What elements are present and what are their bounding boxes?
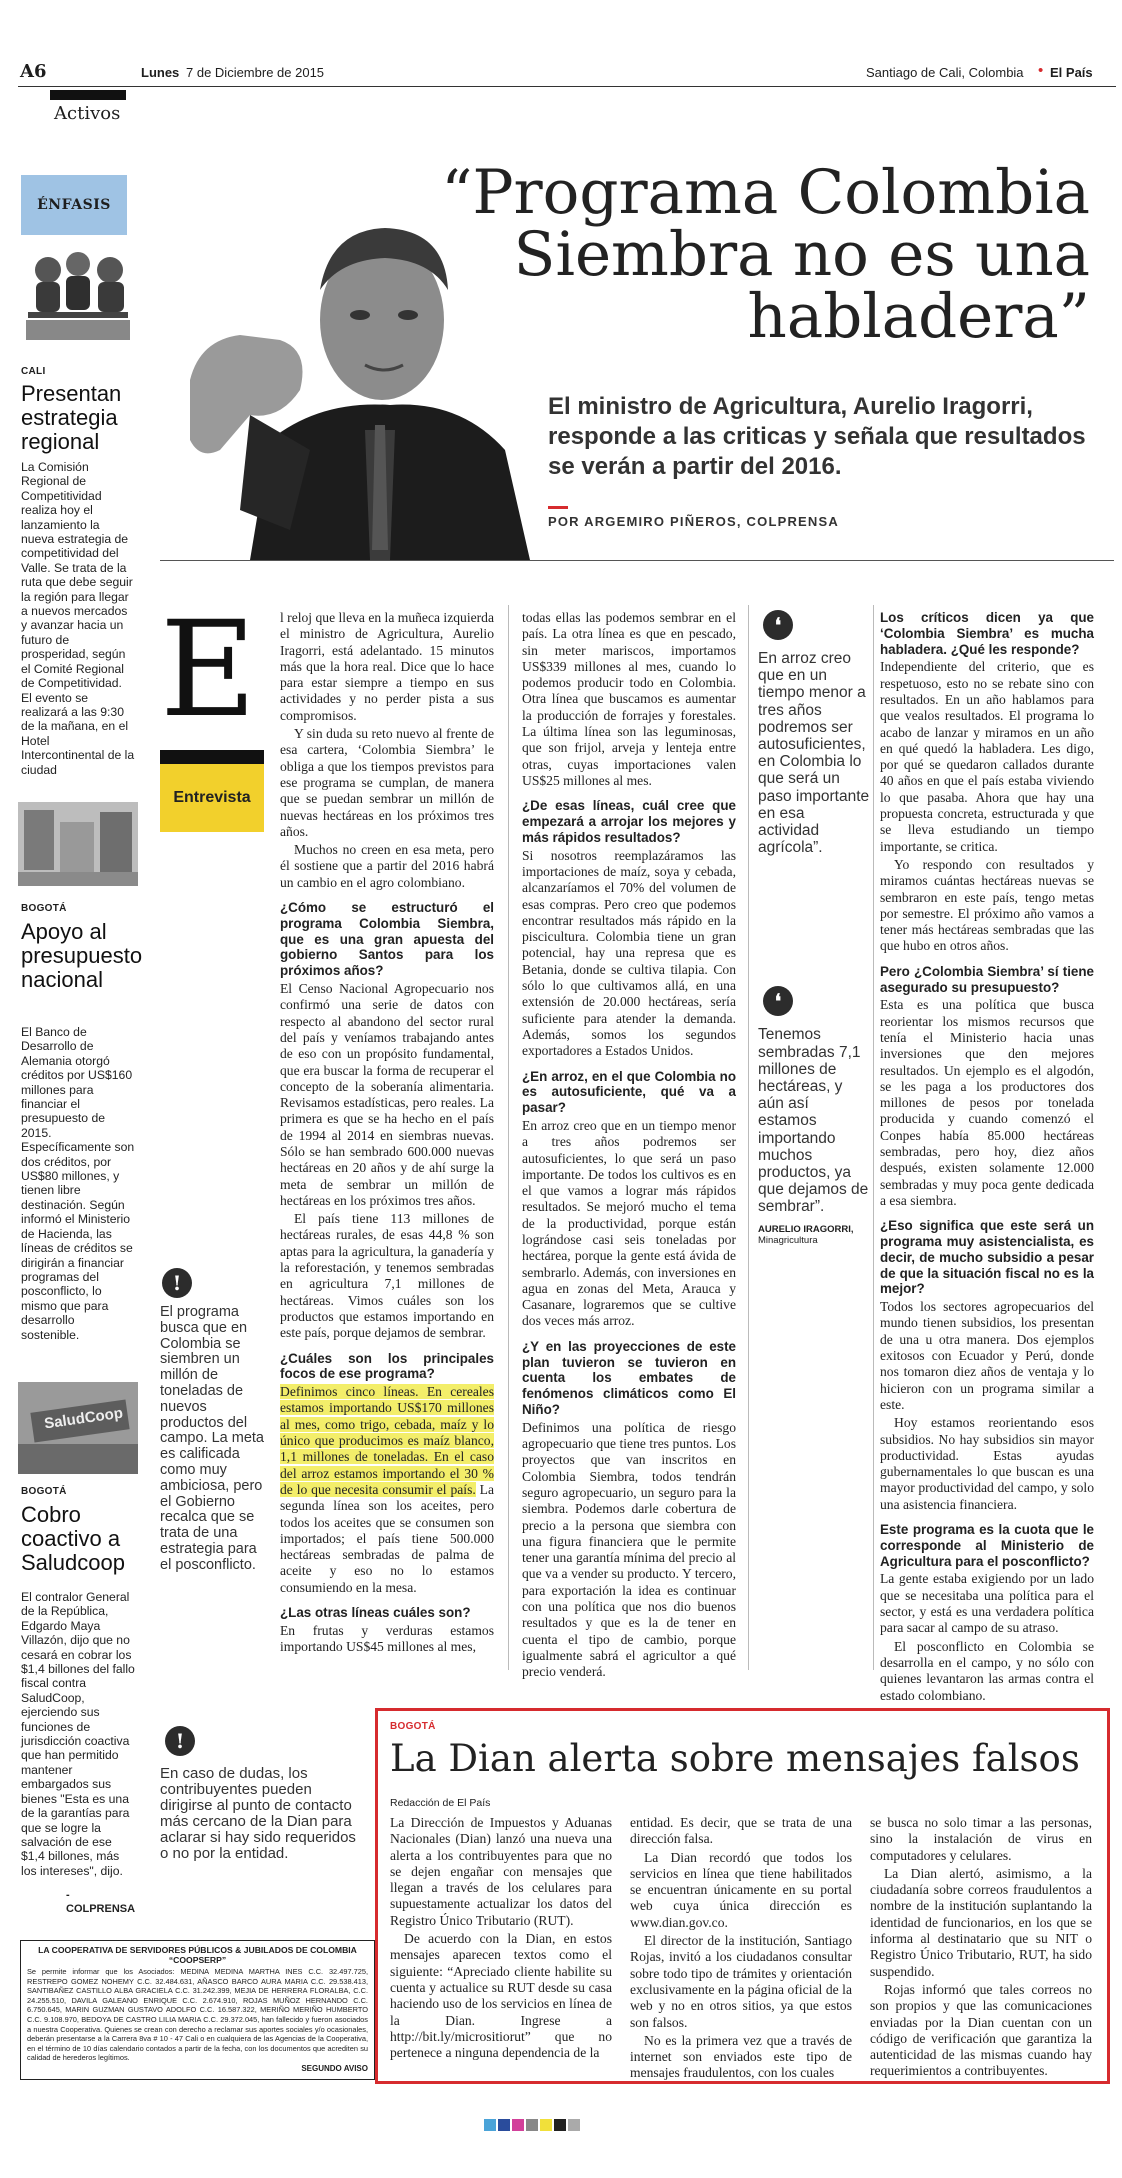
section-name: Activos: [54, 103, 121, 124]
section-bar: [50, 90, 126, 100]
pullquote-2: Tenemos sembradas 7,1 millones de hectáreas, y aún así estamos importando muchos productos, ya que dejamos de sembrar”.: [758, 1026, 869, 1216]
paper-name: El País: [1050, 65, 1093, 80]
quote-author: AURELIO IRAGORRI,: [758, 1223, 854, 1235]
answer-2-rest: La segunda línea son los aceites, pero todos los aceites que se consumen son importados; el país tiene 500.000 hectáreas sembradas de palma de aceite y eso no lo estamos consumiendo en la mesa.: [280, 1481, 494, 1595]
date-day: Lunes: [141, 65, 180, 80]
swatch-gray-2: [568, 2119, 580, 2131]
sidebar-photo-2: [18, 802, 138, 886]
entrevista-box: [160, 764, 264, 832]
entrevista-label: [160, 750, 264, 764]
location: Santiago de Cali, Colombia: [866, 65, 1024, 80]
answer-10: La gente estaba exigiendo por un lado que se necesitaba una política para el sector, y está es una verdadera política para sacar al campo de su atraso.: [880, 1571, 1094, 1636]
article-col-2: [522, 610, 736, 1683]
swatch-blue: [498, 2119, 510, 2131]
sidebar-photo-1: [18, 250, 138, 350]
answer-2: [280, 1384, 494, 1596]
question-8: Pero ¿Colombia Siembra’ sí tiene asegurado su presupuesto?: [880, 963, 1094, 995]
notice-footer: SEGUNDO AVISO: [301, 2063, 368, 2073]
pullquote-column: [758, 610, 870, 1246]
dian-headline: La Dian alerta sobre mensajes falsos: [390, 1737, 1080, 1780]
para-3: Muchos no creen en esa meta, pero él sostiene que a partir del 2016 habrá un cambio en el agro colombiano.: [280, 842, 494, 890]
pullquote-1: En arroz creo que en un tiempo menor a tres años podremos ser autosuficientes, en Colombia lo que será un paso importante en esa actividad agrícola”.: [758, 650, 870, 857]
answer-3: En frutas y verduras estamos importando US$45 millones al mes,: [280, 1622, 494, 1655]
quote-role: Minagricultura: [758, 1234, 818, 1246]
dropcap: E: [160, 593, 257, 747]
dian-p4: La Dian recordó que todos los servicios en línea que tiene habilitados se encuentran únicamente en su portal web cuya única dirección es www.dian.gov.co.: [630, 1849, 852, 1930]
byline-rule: [548, 506, 568, 509]
quote-mark-icon-1: ❛: [763, 610, 793, 640]
sidebar-label: [21, 175, 127, 235]
sidebar-item-1-place: CALI: [21, 366, 46, 377]
col-rule-1: [508, 605, 509, 1670]
article-deck: El ministro de Agricultura, Aurelio Iragorri, responde a las criticas y señala que resultados se verán a partir del 2016.: [548, 393, 1086, 480]
dian-p7: se busca no solo timar a las personas, sino la instalación de virus en computadores y celulares.: [870, 1815, 1092, 1863]
header-rule: [18, 86, 1116, 87]
dian-col-1: [390, 1815, 612, 2063]
sidebar-item-1-body: La Comisión Regional de Competitividad realiza hoy el lanzamiento la nueva estrategia de competitividad del Valle. Se trata de la ruta que debe seguir la región para llegar a nuevos mercados y avanzar hacia un futuro de prosperidad, según el Comité Regional de Competitividad. El evento se realizará a las 9:30 de la mañana, en el Hotel Intercontinental de la ciudad: [21, 460, 135, 777]
answer-1b: El país tiene 113 millones de hectáreas rurales, de esas 44,8 % son aptas para la agricultura, la ganadería y la reforestación, y tenemos sembradas en agricultura 7,1 millones de hectáreas. Vimos cuáles son los productos que estamos importando en este país, porque dejamos de sembrar.: [280, 1211, 494, 1341]
quote-mark-icon-2: ❛: [763, 986, 793, 1016]
question-9: ¿Eso significa que este será un programa muy asistencialista, es decir, de mucho subsidio a pesar de que la situación fiscal no es la mejor?: [880, 1218, 1094, 1297]
answer-7: Independiente del criterio, que es respetuoso, esto no se rebate sino con resultados. En un año hablamos para que vealos resultados. El programa lo acabo de lanzar y miramos en un año en qué quedó la habladera. Les digo, por qué se quedaron callados durante 40 años en que el país estaba viviendo lo que pasaba. Ahora que hay una propuesta concreta, estructurada y que se lleva estudiando un tiempo importante, se critica.: [880, 659, 1094, 854]
sidebar-item-2-title: Apoyo al presupuesto nacional: [21, 919, 143, 992]
section-box: [50, 90, 126, 134]
print-color-bar: [484, 2119, 580, 2131]
dian-p2: De acuerdo con la Dian, en estos mensajes aparecen textos como el siguiente: “Apreciado cliente habilite su cuenta y actualice su RUT desde su casa haciendo uso de los servicios en línea de la Dian. Ingrese a http://bit.ly/micrositiorut” que no pertenece a ninguna dependencia de la: [390, 1931, 612, 2061]
col-rule-2: [748, 605, 749, 1670]
sidebar-item-3-body: El contralor General de la República, Edgardo Maya Villazón, dijo que no cesará en cobrar los $1,4 billones del fallo fiscal contra SaludCoop, ejerciendo sus funciones de jurisdicción coactiva que han permitido mantener embargados sus bienes "Esta es una de la garantías para que se logre la salvación de ese $1,4 billones, más los intereses", dijo.: [21, 1590, 135, 1878]
dian-byline: Redacción de El País: [390, 1797, 491, 1809]
para-2: Y sin duda su reto nuevo al frente de esa cartera, ‘Colombia Siembra’ le obliga a que los tiempos previstos para ese programa se cumplan, de manera que se puedan sembrar un millón de nuevas hectáreas en los próximos tres años.: [280, 726, 494, 839]
photo-3-caption: SaludCoop: [43, 1404, 124, 1433]
answer-6: Definimos una política de riesgo agropecuario que tiene tres puntos. Los proyectos que van inscritos en Colombia Siembra, todos tendrán seguro agropecuario, un seguro para la siembra. Podemos darle cobertura de precio a la persona que siembra con una figura financiera que le permite tener una garantía mínima del precio al que va a vender su producto. Y tercero, para exportación la idea es continuar con una política que nos dio buenos resultados y que es la de tener en cuenta el tipo de cambio, porque igualmente sabrá el agricultor a qué precio venderá.: [522, 1419, 736, 1680]
sidebar-item-3-sign: -COLPRENSA: [66, 1889, 136, 1916]
question-4: ¿De esas líneas, cuál cree que empezará a arrojar los mejores y más rápidos resultados?: [522, 798, 736, 845]
article-headline: “Programa Colombia Siembra no es una habladera”: [441, 157, 1090, 352]
dian-p6: No es la primera vez que a través de internet son enviados este tipo de mensajes fraudulentos, con los cuales: [630, 2032, 852, 2081]
article-byline: POR ARGEMIRO PIÑEROS, COLPRENSA: [548, 514, 839, 529]
sidebar-item-2-place: BOGOTÁ: [21, 903, 67, 914]
swatch-cyan: [484, 2119, 496, 2131]
question-7: Los críticos dicen ya que ‘Colombia Siembra’ es mucha habladera. ¿Qué les responde?: [880, 610, 1094, 657]
side-quote: El programa busca que en Colombia se siembren un millón de toneladas de nuevos productos del campo. La meta es calificada como muy ambiciosa, pero el Gobierno recalca que se trata de una estrategia para el posconflicto.: [160, 1304, 264, 1573]
question-10: Este programa es la cuota que le corresponde al Ministerio de Agricultura para el posconflicto?: [880, 1522, 1094, 1569]
answer-3-cont: todas ellas las podemos sembrar en el país. La otra línea es que en pescado, sin meter mariscos, importamos US$339 millones al mes, cuando lo podemos producir todo en Colombia. Otra línea que buscamos es aumentar la producción de forrajes y forestales. La última línea son las leguminosas, que son frijol, arveja y lenteja entre otras, cuyas importaciones valen US$25 millones al mes.: [522, 610, 736, 788]
answer-7b: Yo respondo con resultados y miramos cuántas hectáreas nuevas se sembraron en este país, tengo metas por semestre. El próximo año vamos a tener más hectáreas sembradas que las que hubo en otros años.: [880, 856, 1094, 954]
answer-4: Si nosotros reemplazáramos las importaciones de maíz, soya y cebada, alcanzaríamos el 70% del volumen de esas compras. Pero creo que podemos encontrar resultados más rápido en la piscicultura. Colombia tiene un gran potencial, hay una represa que es Betania, donde se cultiva tilapia. Con sólo lo que cultivamos allá, en una extensión de 20.000 hectáreas, sería suficiente para atender la demanda. Además, somos los segundos exportadores a Estados Unidos.: [522, 847, 736, 1059]
answer-1: El Censo Nacional Agropecuario nos confirmó una serie de datos con respecto al abandono del sector rural del país y veníamos trabajando antes de eso con un propósito fundamental, que era buscar la forma de recuperar el concepto de la soberanía alimentaria. Revisamos estadísticas, pero reales. La primera es que se ha hecho en el país de 1994 al 2014 en siembras nuevas. Sólo se han sembrado 600.000 nuevas hectáreas en 20 años y de ahí surge la meta de sembrar un millón de hectáreas en los próximos tres años.: [280, 981, 494, 1208]
answer-8: Esta es una política que busca reorientar los mismos recursos que tenía el Ministerio hacia unas inversiones que den mejores resultados. Un ejemplo es el algodón, se les paga a los productores dos millones de pesos por tonelada producida y cuando comenzó el Conpes había 85.000 hectáreas sembradas, pero hoy, diez años después, existen solamente 12.000 sembradas y muy poca gente dedicada a esa siembra.: [880, 997, 1094, 1208]
answer-10b: El posconflicto en Colombia se desarrolla en el campo, y no sólo con quienes levantaron las armas contra el estado colombiano.: [880, 1638, 1094, 1703]
sidebar-item-3-title: Cobro coactivo a Saludcoop: [21, 1502, 125, 1575]
dian-article-box: [375, 1708, 1110, 2084]
sidebar-item-3-place: BOGOTÁ: [21, 1486, 67, 1497]
dian-col-2: [630, 1815, 852, 2084]
article-top-rule: [160, 560, 1114, 561]
notice-body: Se permite informar que los Asociados: MEDINA MEDINA MARTHA INES C.C. 32.497.725, RESTREPO GOMEZ NOHEMY C.C. 32.484.631, AÑASCO BARCO AURA MARIA C.C. 29.538.413, SANTIBAÑEZ CASTILLO ALBA GRACIELA C.C. 31.242.399, MEJIA DE HERRERA FLORALBA, C.C. 24.255.510, DAVILA GALEANO ENRIQUE C.C. 2.674.910, ROJAS MUÑOZ HERNANDO C.C. 6.750.645, MARIN GUZMAN GUSTAVO ADOLFO C.C. 16.587.322, MERIÑO MERIÑO HUMBERTO C.C. 9.108.970, BEDOYA DE CASTRO LILIA MARIA C.C. 29.372.045, han fallecido y fueron asociados a nuestra Cooperativa. Quienes se crean con derecho a reclamar sus aportes sociales y/o ocasionales, deberán presentarse a la Carrera 8va # 10 - 47 Cali o en cualquiera de las Agencias de la Cooperativa, en el término de 10 días calendario contados a partir de la fecha, con los documentos que acrediten su calidad de herederos legítimos.: [27, 1967, 368, 2063]
photo-3-building: [18, 1444, 138, 1474]
intro-para: l reloj que lleva en la muñeca izquierda el ministro de Agricultura, Aurelio Iragorri, está adelantado. 15 minutos más que la hora real. Dice que lo hace para estar siempre a tiempo en sus actividades y no perder pista a sus compromisos.: [280, 610, 495, 723]
swatch-gray: [526, 2119, 538, 2131]
question-5: ¿En arroz, en el que Colombia no es autosuficiente, qué va a pasar?: [522, 1068, 736, 1116]
answer-5: En arroz creo que en un tiempo menor a tres años podremos ser autosuficientes, lo que será un paso importante. De todos los cultivos es en el que vamos a lograr más rápidos resultados. Se mejoró mucho el tema de la productividad, porque están lográndose casi seis toneladas por hectárea, porque la gente está ávida de sembrarlo. Además, con inversiones en agua en zonas del Meta, Arauca y Casanare, lograremos que se cultive dos veces más arroz.: [522, 1117, 736, 1329]
dian-col-3: [870, 1815, 1092, 2082]
date-rest: 7 de Diciembre de 2015: [186, 65, 325, 80]
cooperative-notice: [20, 1940, 375, 2080]
answer-2-highlight: Definimos cinco líneas. En cereales estamos importando US$170 millones al mes, como trigo, cebada, maíz y lo único que producimos es maíz blanco, 1,1 millones de toneladas. En el caso del arroz estamos importando el 30 % de lo que necesita consumir el país.: [280, 1384, 494, 1497]
dian-p1: La Dirección de Impuestos y Aduanas Nacionales (Dian) lanzó una nueva una alerta a los contribuyentes para que no se dejen engañar con mensajes que llegan a través de los celulares para supuestamente actualizar los datos del Registro Único Tributario (RUT).: [390, 1815, 612, 1928]
exclamation-icon: !: [162, 1268, 192, 1298]
dian-place: BOGOTÁ: [390, 1721, 436, 1732]
sidebar-item-1-title: Presentan estrategia regional: [21, 381, 122, 454]
swatch-magenta: [512, 2119, 524, 2131]
page-header: [18, 58, 1118, 80]
page-number: A6: [20, 61, 47, 82]
answer-9: Todos los sectores agropecuarios del mundo tienen subsidios, los presentan de una u otra manera. Dos ejemplos exitosos con Ecuador y Perú, donde nos tomaron diez años de ventaja y lo hicieron con un programa similar a este.: [880, 1299, 1094, 1412]
dian-p3: entidad. Es decir, que se trata de una dirección falsa.: [630, 1815, 852, 1847]
col-rule-3: [873, 605, 874, 1670]
question-6: ¿Y en las proyecciones de este plan tuvieron se tuvieron en cuenta los embates de fenómenos climáticos como El Niño?: [522, 1338, 736, 1417]
question-1: ¿Cómo se estructuró el programa Colombia Siembra, que es una gran apuesta del gobierno Santos para los próximos años?: [280, 900, 494, 979]
sidebar-photo-3: [18, 1382, 138, 1474]
dian-p9: Rojas informó que tales correos no son propios y que las comunicaciones enviadas por la Dian cuentan con un código de verificación que garantiza la autenticidad de las mismas cuando hay requerimientos a contribuyentes.: [870, 1981, 1092, 2079]
dian-exclamation-icon: !: [165, 1726, 195, 1756]
dian-p5: El director de la institución, Santiago Rojas, invitó a los ciudadanos consultar sobre todo tipo de trámites y orientación exclusivamente en la página oficial de la web y no en otros sitios, ya que estos son falsos.: [630, 1933, 852, 2030]
notice-title: LA COOPERATIVA DE SERVIDORES PÚBLICOS & JUBILADOS DE COLOMBIA: [38, 1945, 357, 1955]
answer-9b: Hoy estamos reorientando esos subsidios. No hay subsidios sin mayor productividad. Estas ayudas gubernamentales lo que buscan es una mayor productividad del campo, y solo una asistencia financiera.: [880, 1415, 1094, 1512]
sidebar-label-text: ÉNFASIS: [37, 197, 111, 213]
question-3: ¿Las otras líneas cuáles son?: [280, 1605, 471, 1621]
article-col-4: [880, 610, 1094, 1706]
sidebar: [18, 170, 143, 2070]
header-dot: •: [1038, 62, 1044, 79]
swatch-black: [554, 2119, 566, 2131]
entrevista-text: Entrevista: [173, 789, 251, 806]
article-col-1: [280, 610, 494, 1657]
question-2: ¿Cuáles son los principales focos de ese programa?: [280, 1350, 494, 1382]
swatch-yellow: [540, 2119, 552, 2131]
dian-p8: La Dian alertó, asimismo, a la ciudadanía sobre correos fraudulentos a nombre de la institución suplantando la identidad de funcionarios, en los que se informa al destinatario que su NIT o Registro Único Tributario, RUT, ha sido suspendido.: [870, 1865, 1092, 1979]
dian-side-quote: En caso de dudas, los contribuyentes pueden dirigirse al punto de contacto más cercano de la Dian para aclarar si hay sido requeridos o no por la entidad.: [160, 1765, 356, 1862]
sidebar-item-2-body: El Banco de Desarrollo de Alemania otorgó créditos por US$160 millones para financiar el presupuesto de 2015. Específicamente son dos créditos, por US$80 millones, y tienen libre destinación. Según informó el Ministerio de Hacienda, las líneas de créditos se dirigirán a financiar programas del posconflicto, lo mismo que para desarrollo sostenible.: [21, 1025, 135, 1342]
notice-subtitle: “COOPSERP”: [168, 1955, 227, 1965]
